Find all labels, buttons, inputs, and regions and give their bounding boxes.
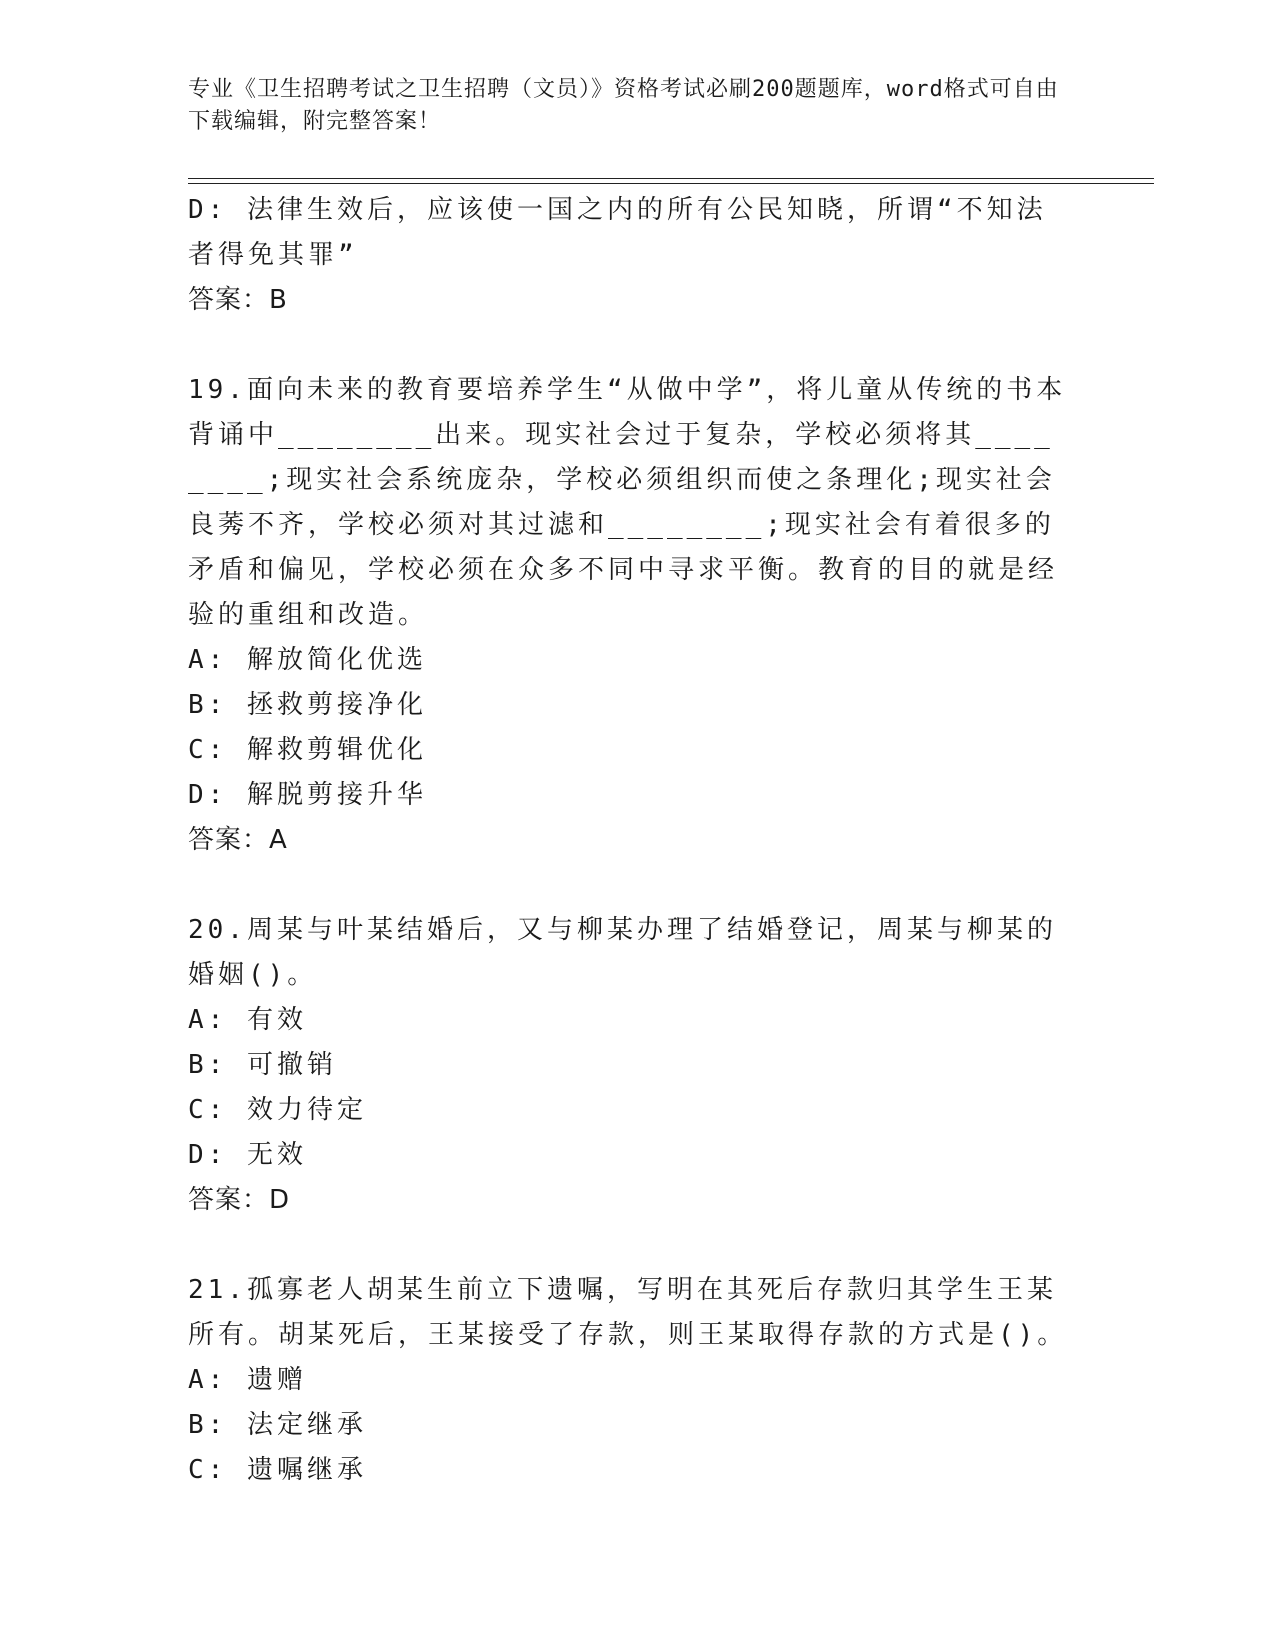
- option-b: B: 可撤销: [188, 1050, 337, 1080]
- question-continuation: [188, 188, 1068, 323]
- document-body: [188, 188, 1068, 1493]
- question-19: [188, 368, 1068, 863]
- option-b: B: 拯救剪接净化: [188, 690, 427, 720]
- question-text: 19.面向未来的教育要培养学生“从做中学”，将儿童从传统的书本背诵中________出来。现实社会过于复杂，学校必须将其________;现实社会系统庞杂，学校必须组织而使之条理化;现实社会良莠不齐，学校必须对其过滤和________;现实社会有着很多的矛盾和偏见，学校必须在众多不同中寻求平衡。教育的目的就是经验的重组和改造。: [188, 375, 1067, 630]
- option-c: C: 解救剪辑优化: [188, 735, 427, 765]
- option-c: C: 效力待定: [188, 1095, 367, 1125]
- option-d: D: 法律生效后，应该使一国之内的所有公民知晓，所谓“不知法者得免其罪”: [188, 195, 1047, 270]
- answer-line: 答案：B: [188, 285, 288, 315]
- option-a: A: 遗赠: [188, 1365, 307, 1395]
- question-21: [188, 1268, 1068, 1493]
- option-c: C: 遗嘱继承: [188, 1455, 367, 1485]
- header-divider: [188, 178, 1154, 184]
- question-text: 21.孤寡老人胡某生前立下遗嘱，写明在其死后存款归其学生王某所有。胡某死后，王某接受了存款，则王某取得存款的方式是()。: [188, 1275, 1068, 1350]
- option-d: D: 无效: [188, 1140, 307, 1170]
- option-b: B: 法定继承: [188, 1410, 367, 1440]
- question-20: [188, 908, 1068, 1223]
- option-a: A: 解放简化优选: [188, 645, 427, 675]
- option-a: A: 有效: [188, 1005, 307, 1035]
- question-text: 20.周某与叶某结婚后，又与柳某办理了结婚登记，周某与柳某的婚姻()。: [188, 915, 1057, 990]
- answer-line: 答案：A: [188, 825, 288, 855]
- page-header: 专业《卫生招聘考试之卫生招聘（文员）》资格考试必刷200题题库，word格式可自由下载编辑，附完整答案！: [188, 77, 1059, 134]
- option-d: D: 解脱剪接升华: [188, 780, 427, 810]
- answer-line: 答案：D: [188, 1185, 291, 1215]
